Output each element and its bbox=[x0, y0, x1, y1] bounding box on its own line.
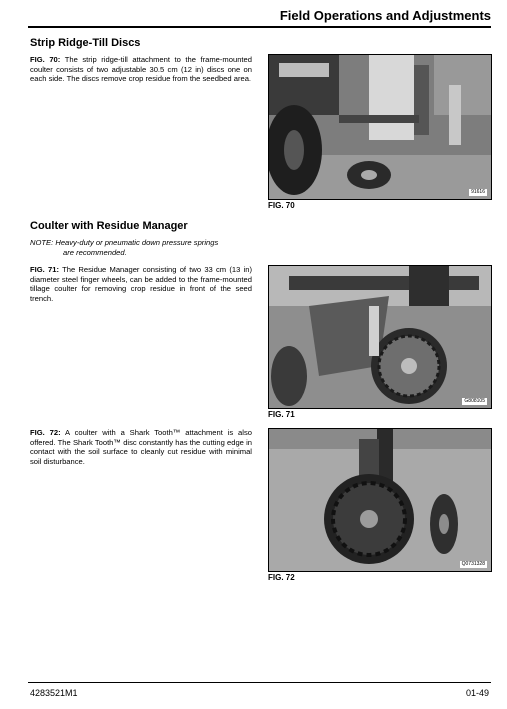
paragraph-fig-71 bbox=[30, 265, 252, 303]
photo-shark-tooth-coulter bbox=[269, 429, 491, 571]
paragraph-fig-72 bbox=[30, 428, 252, 466]
figure-72-code: Q0731328 bbox=[461, 561, 485, 567]
photo-residue-manager bbox=[269, 266, 491, 408]
document-number: 4283521M1 bbox=[30, 688, 78, 698]
figure-71-image bbox=[268, 265, 492, 409]
footer-divider bbox=[28, 682, 491, 683]
fig-72-reference: FIG. 72: bbox=[30, 428, 61, 437]
note-text: Heavy-duty or pneumatic down pressure springs bbox=[53, 238, 219, 247]
page-header-title: Field Operations and Adjustments bbox=[279, 8, 491, 23]
figure-71-caption: FIG. 71 bbox=[268, 410, 295, 419]
figure-72-image bbox=[268, 428, 492, 572]
section-heading-strip-ridge-till: Strip Ridge-Till Discs bbox=[30, 37, 141, 49]
fig-71-reference: FIG. 71: bbox=[30, 265, 59, 274]
paragraph-fig-70 bbox=[30, 55, 252, 84]
figure-72-caption: FIG. 72 bbox=[268, 573, 295, 582]
note-label: NOTE: bbox=[30, 238, 54, 247]
figure-71-code: G808105 bbox=[464, 398, 485, 404]
figure-70-code: 91616 bbox=[471, 189, 485, 195]
note-text-continued: are recommended. bbox=[63, 247, 127, 257]
figure-70-image bbox=[268, 54, 492, 200]
header-divider bbox=[28, 26, 491, 28]
paragraph-fig-72-text: A coulter with a Shark Tooth™ attachment is also offered. The Shark Tooth™ disc constantly has the cutting edge in contact with the soil surface to cleanly cut residue with minimal soil disturbance. bbox=[30, 428, 252, 466]
note-down-pressure-springs bbox=[30, 238, 252, 257]
paragraph-fig-70-text: The strip ridge-till attachment to the frame-mounted coulter consists of two adjustable 30.5 cm (12 in) discs one on each side. The discs remove crop residue from the seedbed area. bbox=[30, 55, 252, 84]
photo-strip-ridge-till-discs bbox=[269, 55, 491, 199]
paragraph-fig-71-text: The Residue Manager consisting of two 33 cm (13 in) diameter steel finger wheels, can be added to the frame-mounted tillage coulter for removing crop residue in front of the seed trench. bbox=[30, 265, 252, 303]
figure-70-caption: FIG. 70 bbox=[268, 201, 295, 210]
section-heading-coulter-residue-manager: Coulter with Residue Manager bbox=[30, 220, 188, 232]
page-number: 01-49 bbox=[465, 688, 489, 698]
fig-70-reference: FIG. 70: bbox=[30, 55, 61, 64]
